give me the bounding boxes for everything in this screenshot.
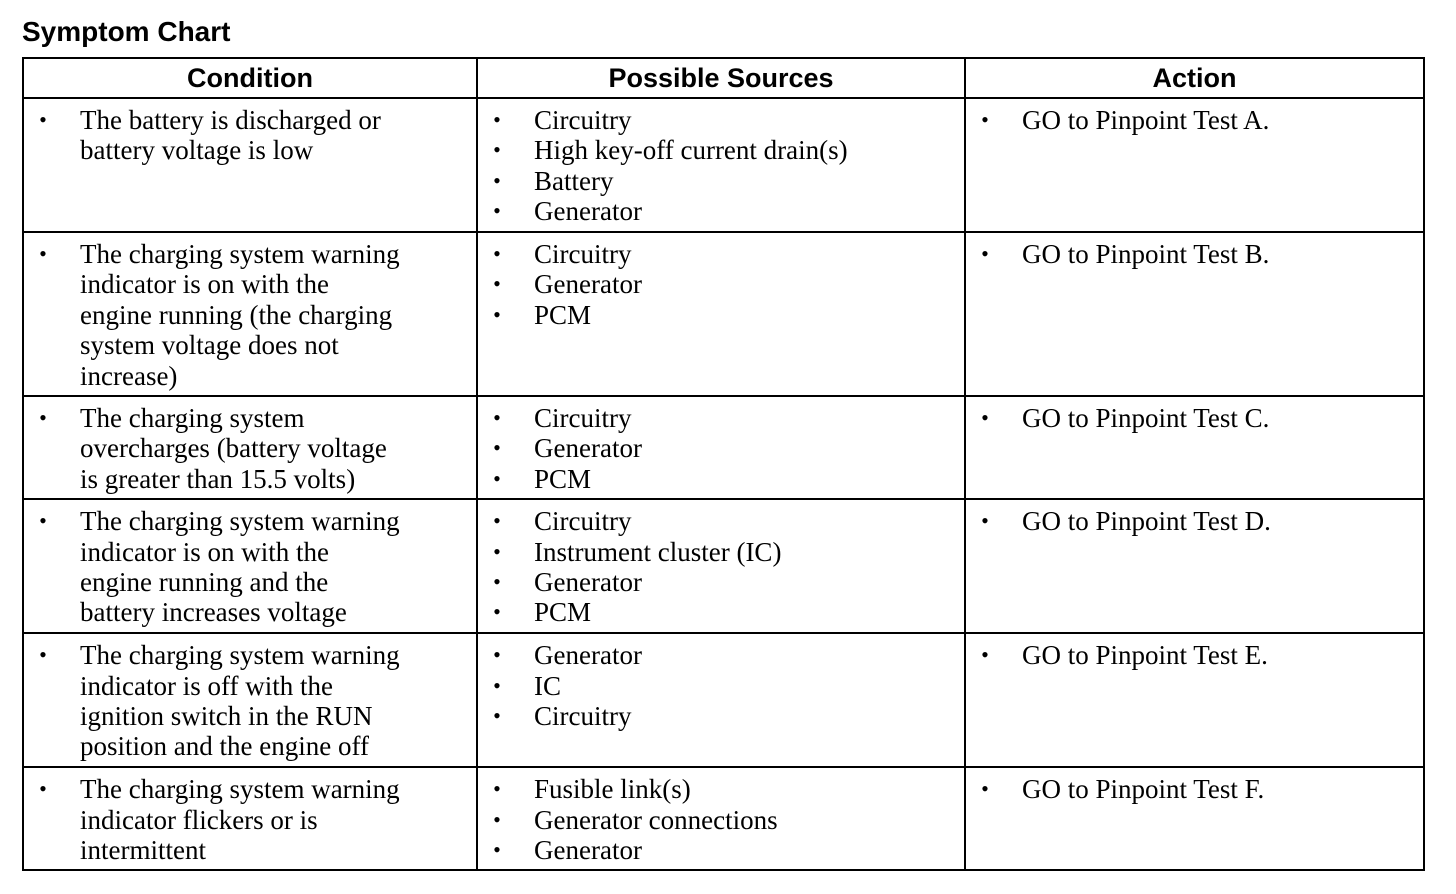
- list-item: [978, 774, 1413, 804]
- source-text: Generator: [534, 433, 642, 464]
- bullet-icon: •: [493, 569, 501, 595]
- source-text: PCM: [534, 299, 592, 330]
- bullet-icon: •: [493, 107, 501, 132]
- list-item: [490, 701, 954, 731]
- source-text: Circuitry: [534, 701, 632, 732]
- source-text: Generator: [534, 567, 642, 598]
- source-text: PCM: [534, 463, 592, 494]
- list-item: [36, 403, 466, 494]
- list-item: [978, 506, 1413, 536]
- list-item: [490, 269, 954, 299]
- bullet-icon: •: [39, 107, 47, 132]
- sources-list: [490, 105, 954, 227]
- bullet-icon: •: [981, 642, 989, 668]
- condition-list: [36, 239, 466, 391]
- action-text: GO to Pinpoint Test B.: [1022, 239, 1270, 269]
- action-text: GO to Pinpoint Test C.: [1022, 403, 1270, 434]
- list-item: [490, 166, 954, 196]
- bullet-icon: •: [493, 599, 501, 625]
- condition-list: [36, 506, 466, 628]
- sources-list: [490, 239, 954, 330]
- condition-cell: [23, 767, 477, 870]
- source-text: Circuitry: [534, 105, 632, 135]
- sources-list: [490, 640, 954, 731]
- action-cell: [965, 633, 1424, 767]
- list-item: [490, 196, 954, 226]
- list-item: [490, 640, 954, 670]
- list-item: [490, 135, 954, 165]
- condition-text: The battery is discharged or battery voltage is low: [80, 105, 381, 166]
- bullet-icon: •: [493, 642, 501, 668]
- source-text: Generator: [534, 196, 642, 227]
- action-text: GO to Pinpoint Test D.: [1022, 506, 1271, 537]
- list-item: [978, 105, 1413, 135]
- bullet-icon: •: [493, 776, 501, 802]
- table-row: [23, 499, 1424, 633]
- list-item: [36, 640, 466, 762]
- source-text: Battery: [534, 165, 614, 196]
- sources-list: [490, 403, 954, 494]
- bullet-icon: •: [493, 435, 501, 461]
- sources-cell: [477, 499, 965, 633]
- bullet-icon: •: [493, 241, 501, 266]
- action-text: GO to Pinpoint Test F.: [1022, 774, 1265, 805]
- list-item: [36, 239, 466, 391]
- list-item: [36, 774, 466, 865]
- source-text: High key-off current drain(s): [534, 135, 848, 166]
- column-header-action: Action: [965, 58, 1424, 98]
- bullet-icon: •: [493, 837, 501, 863]
- sources-cell: [477, 396, 965, 499]
- action-list: [978, 403, 1413, 433]
- source-text: Generator connections: [534, 804, 778, 835]
- page-title: Symptom Chart: [22, 16, 231, 47]
- source-text: Fusible link(s): [534, 774, 691, 805]
- condition-text: The charging system overcharges (battery voltage is greater than 15.5 volts): [80, 403, 387, 494]
- condition-list: [36, 105, 466, 166]
- bullet-icon: •: [39, 776, 47, 802]
- list-item: [490, 597, 954, 627]
- list-item: [490, 239, 954, 269]
- condition-list: [36, 774, 466, 865]
- condition-cell: [23, 232, 477, 396]
- sources-cell: [477, 232, 965, 396]
- column-header-possible-sources: Possible Sources: [477, 58, 965, 98]
- sources-cell: [477, 633, 965, 767]
- list-item: [490, 464, 954, 494]
- list-item: [36, 105, 466, 166]
- action-cell: [965, 396, 1424, 499]
- condition-text: The charging system warning indicator is off with the ignition switch in the RUN position and the engine off: [80, 640, 400, 762]
- condition-text: The charging system warning indicator flickers or is intermittent: [80, 774, 400, 866]
- list-item: [490, 403, 954, 433]
- condition-cell: [23, 633, 477, 767]
- sources-cell: [477, 98, 965, 232]
- bullet-icon: •: [493, 538, 501, 564]
- bullet-icon: •: [981, 508, 989, 534]
- bullet-icon: •: [981, 776, 989, 802]
- source-text: Generator: [534, 835, 642, 866]
- action-text: GO to Pinpoint Test E.: [1022, 640, 1268, 671]
- list-item: [490, 105, 954, 135]
- list-item: [490, 805, 954, 835]
- action-list: [978, 105, 1413, 135]
- bullet-icon: •: [493, 405, 501, 431]
- sources-cell: [477, 767, 965, 870]
- source-text: Circuitry: [534, 239, 632, 269]
- bullet-icon: •: [493, 672, 501, 698]
- bullet-icon: •: [39, 241, 47, 266]
- list-item: [490, 835, 954, 865]
- bullet-icon: •: [493, 271, 501, 297]
- sources-list: [490, 506, 954, 628]
- condition-list: [36, 403, 466, 494]
- table-row: [23, 232, 1424, 396]
- bullet-icon: •: [493, 508, 501, 534]
- bullet-icon: •: [39, 642, 47, 668]
- bullet-icon: •: [981, 405, 989, 431]
- bullet-icon: •: [981, 107, 989, 132]
- list-item: [36, 506, 466, 628]
- condition-text: The charging system warning indicator is on with the engine running and the battery increases voltage: [80, 506, 400, 628]
- symptom-table: [22, 57, 1425, 871]
- action-cell: [965, 232, 1424, 396]
- list-item: [490, 433, 954, 463]
- source-text: Instrument cluster (IC): [534, 536, 782, 567]
- bullet-icon: •: [981, 241, 989, 266]
- bullet-icon: •: [493, 465, 501, 491]
- table-row: [23, 767, 1424, 870]
- action-list: [978, 506, 1413, 536]
- list-item: [490, 774, 954, 804]
- bullet-icon: •: [39, 508, 47, 534]
- sources-list: [490, 774, 954, 865]
- table-row: [23, 396, 1424, 499]
- bullet-icon: •: [493, 703, 501, 729]
- list-item: [490, 537, 954, 567]
- bullet-icon: •: [493, 301, 501, 327]
- list-item: [490, 506, 954, 536]
- action-list: [978, 640, 1413, 670]
- bullet-icon: •: [493, 806, 501, 832]
- action-cell: [965, 767, 1424, 870]
- condition-cell: [23, 98, 477, 232]
- list-item: [490, 671, 954, 701]
- bullet-icon: •: [39, 405, 47, 431]
- list-item: [978, 403, 1413, 433]
- table-row: [23, 98, 1424, 232]
- condition-cell: [23, 396, 477, 499]
- action-list: [978, 239, 1413, 269]
- source-text: IC: [534, 670, 561, 701]
- source-text: Circuitry: [534, 403, 632, 434]
- condition-cell: [23, 499, 477, 633]
- table-header-row: [23, 58, 1424, 98]
- source-text: Generator: [534, 269, 642, 300]
- column-header-condition: Condition: [23, 58, 477, 98]
- bullet-icon: •: [493, 198, 501, 224]
- bullet-icon: •: [493, 137, 501, 163]
- table-row: [23, 633, 1424, 767]
- action-list: [978, 774, 1413, 804]
- condition-text: The charging system warning indicator is on with the engine running (the charging system voltage does not increase): [80, 239, 400, 391]
- source-text: PCM: [534, 597, 592, 628]
- list-item: [978, 239, 1413, 269]
- list-item: [490, 300, 954, 330]
- source-text: Generator: [534, 640, 642, 671]
- bullet-icon: •: [493, 167, 501, 193]
- action-cell: [965, 98, 1424, 232]
- action-text: GO to Pinpoint Test A.: [1022, 105, 1270, 135]
- list-item: [490, 567, 954, 597]
- action-cell: [965, 499, 1424, 633]
- condition-list: [36, 640, 466, 762]
- source-text: Circuitry: [534, 506, 632, 537]
- list-item: [978, 640, 1413, 670]
